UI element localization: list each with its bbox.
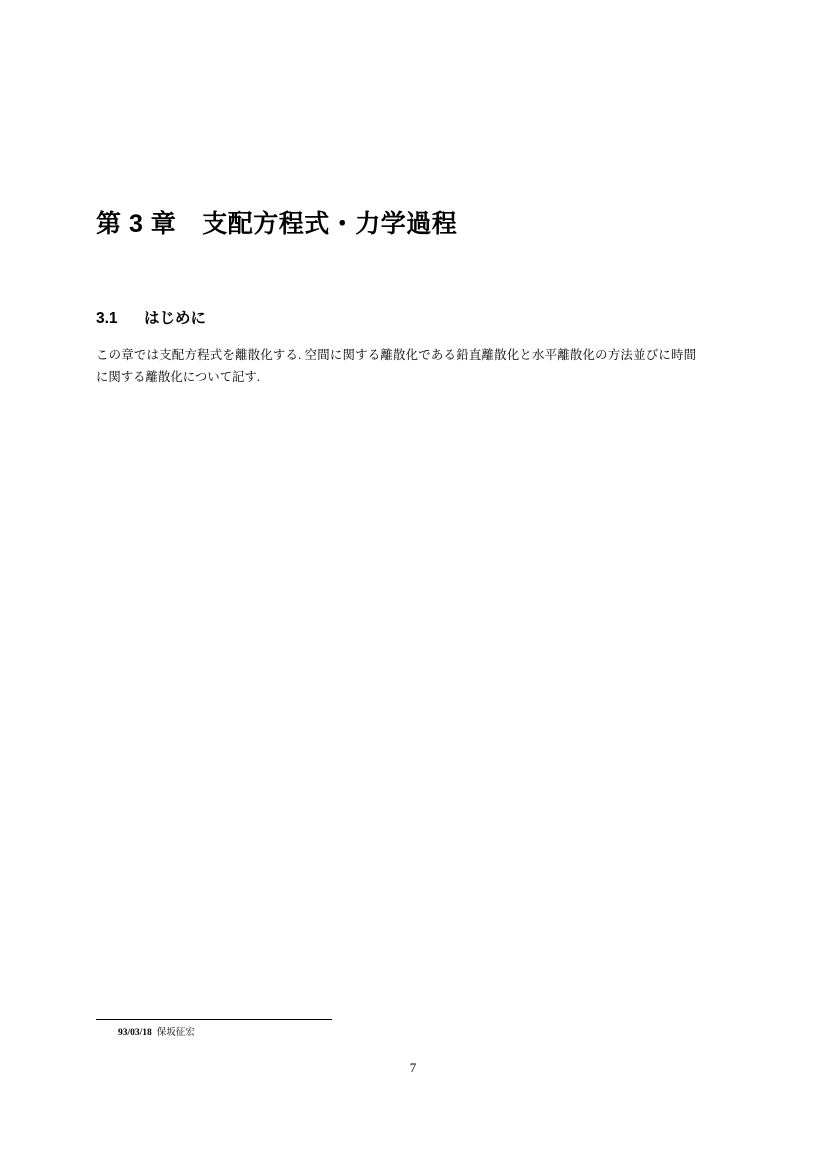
footnote-separator — [96, 1019, 332, 1020]
body-paragraph: この章では支配方程式を離散化する. 空間に関する離散化である鉛直離散化と水平離散化の方法並びに時間に関する離散化について記す. — [96, 348, 696, 384]
page-number: 7 — [409, 1060, 417, 1075]
section-number: 3.1 — [96, 309, 118, 327]
section-title-text: はじめに — [144, 309, 207, 327]
chapter-title-text: 支配方程式・力学過程 — [202, 209, 458, 238]
footnote — [118, 1024, 195, 1038]
chapter-number: 第 3 章 — [96, 209, 177, 238]
footnote-author: 保坂征宏 — [156, 1028, 195, 1038]
footnote-date: 93/03/18 — [118, 1028, 152, 1038]
chapter-title — [96, 209, 730, 239]
section-heading — [96, 306, 730, 328]
